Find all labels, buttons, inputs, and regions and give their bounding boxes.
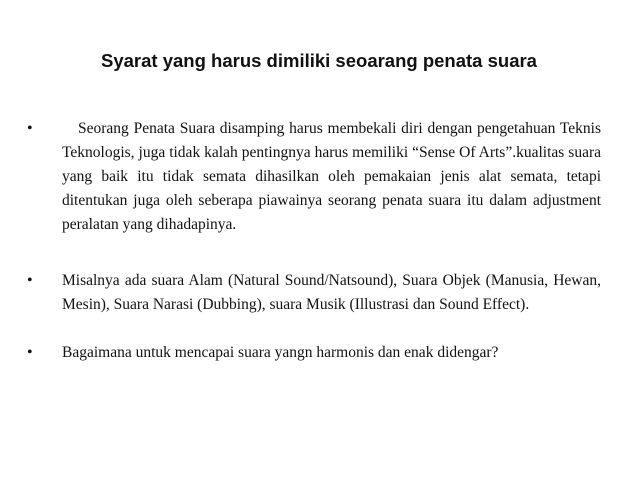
bullet-marker: • <box>27 120 33 137</box>
slide-title: Syarat yang harus dimiliki seoarang penata suara <box>101 50 537 71</box>
bullet-marker: • <box>27 344 33 361</box>
bullet-text-3: Bagaimana untuk mencapai suara yangn harmonis dan enak didengar? <box>62 344 499 361</box>
bullet-text-2: Misalnya ada suara Alam (Natural Sound/Natsound), Suara Objek (Manusia, Hewan, Mesin), Suara Narasi (Dubbing), suara Musik (Illustrasi dan Sound Effect). <box>62 272 601 313</box>
bullet-text-1: Seorang Penata Suara disamping harus membekali diri dengan pengetahuan Teknis Teknologis, juga tidak kalah pentingnya harus memiliki “Sense Of Arts”.kualitas suara yang baik itu tidak semata dihasilkan oleh pemakaian jenis alat semata, tetapi ditentukan juga oleh seberapa piawainya seorang penata suara itu dalam adjustment peralatan yang dihadapinya. <box>62 120 601 233</box>
bullet-marker: • <box>27 272 33 289</box>
